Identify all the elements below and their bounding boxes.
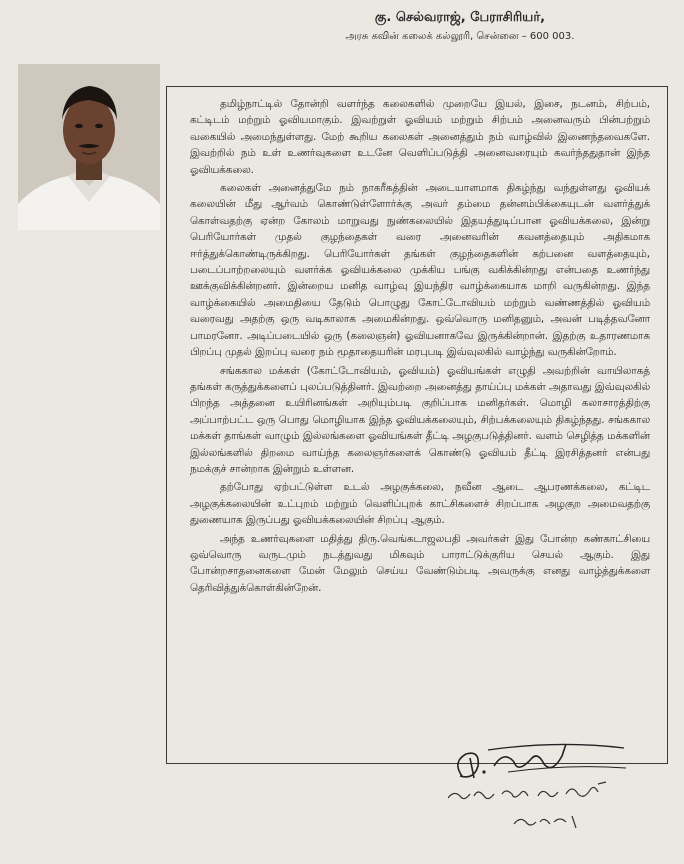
handwritten-signature xyxy=(448,736,638,846)
signature-block xyxy=(448,736,638,846)
paragraph-4: தற்போது ஏற்பட்டுள்ள உடல் அழகுக்கலை, நவீன ஆடை ஆபரணக்கலை, கட்டிட அழகுக்கலையின் உட்புறம் மற்றும் வெளிப்புறக் காட்சிகளைச் சிறப்பாக அழகுற அமைவதற்கு துணையாக இருப்பது ஓவியக்கலையின் சிறப்பு ஆகும். xyxy=(190,481,650,527)
paragraph-3: சங்ககால மக்கள் (கோட்டோவியம், ஓவியம்) ஓவியங்கள் எழுதி அவற்றின் வாயிலாகத் தங்கள் கருத்துக்களைப் புலப்படுத்தினர். இவற்றை அனைத்து தாய்ப்பு மக்கள் அதாவது இவ்வுலகில் பிறந்த அத்தனை உயிரினங்கள் அறியும்படி குறிப்பாக மனிதர்கள். மொழி கலாசாரத்திற்கு அப்பாற்பட்ட ஒரு பொது மொழியாக இந்த ஓவியக்கலையும், சிற்பக்கலையும் திகழ்ந்தது. சங்ககால மக்கள் தாங்கள் வாழும் இல்லங்களை ஓவியங்கள் தீட்டி அழகுபடுத்தினர். வளம் செழித்த மக்களின் இல்லங்களில் திறமை வாய்ந்த கலைஞர்களைக் கொண்டு ஓவியம் தீட்டி இரசித்தனர் என்பது நமக்குச் சான்றாக இன்றும் உள்ளன. xyxy=(190,364,650,475)
portrait-image xyxy=(18,64,160,230)
letterhead xyxy=(250,6,670,43)
college-address: அரசு கவின் கலைக் கல்லூரி, சென்னை – 600 003. xyxy=(345,31,575,42)
paragraph-5: அந்த உணர்வுகளை மதித்து திரு.வெங்கடாஜலபதி அவர்கள் இது போன்ற கண்காட்சியை ஒவ்வொரு வருடமும் நடத்துவது மிகவும் பாராட்டுக்குரிய செயல் ஆகும். இது போன்றசாதனைகளை மேன் மேலும் செய்ய வேண்டும்படி அவருக்கு எனது வாழ்த்துக்களை தெரிவித்துக்கொள்கின்றேன். xyxy=(190,532,650,594)
author-photo xyxy=(18,64,160,230)
article-body xyxy=(190,96,650,598)
paragraph-1: தமிழ்நாட்டில் தோன்றி வளர்ந்த கலைகளில் முறையே இயல், இசை, நடனம், சிற்பம், கட்டிடம் மற்றும் ஓவியமாகும். இவற்றுள் ஓவியம் மற்றும் சிற்பம் அனைவரும் பின்பற்றும் வகையில் அமைந்துள்ளது. மேற் கூறிய கலைகள் அனைத்தும் நம் வாழ்வில் இணைந்தவைகளே. இவற்றில் நம் உள் உணர்வுகளை உடனே வெளிப்படுத்தி அனைவரையும் கவர்ந்ததுதான் இந்த ஓவியக்கலை. xyxy=(190,98,650,176)
paragraph-2: கலைகள் அனைத்துமே நம் நாகரீகத்தின் அடையாளமாக திகழ்ந்து வந்துள்ளது ஓவியக் கலையின் மீது ஆர்வம் கொண்டுள்ளோர்க்கு அவர் தம்மை தன்னம்பிக்கையுடன் வளர்த்துக் கொள்வதற்கு ஏன்ற கோலம் மாறுவது நுண்கலையில் இதயத்துடிப்பான ஓவியக்கலை, இன்று பெரியோர்கள் முதல் குழந்தைகள் வரை அனைவரின் கவனத்தையும் அதிகமாக ஈர்த்துக்கொண்டிருக்கிறது. பெரியோர்கள் தங்கள் குழந்தைகளின் கற்பனை வளத்தையும், படைப்பாற்றலையும் வளர்க்க ஓவியக்கலை முக்கிய பங்கு வகிக்கின்றது என்பதை உணர்ந்து ஊக்குவிக்கின்றனர். இன்றைய மனித வாழ்வு இயந்திர வாழ்க்கையாக மாறி வருகின்றது. இந்த வாழ்க்கையில் அமைதியை தேடும் பொழுது கோட்டோவியம் மற்றும் வண்ணத்தில் ஓவியம் வரைவது அதற்கு ஒரு வடிகாலாக அமைகின்றது. ஒவ்வொரு மனிதனும், அவன் படித்தவனோ பாமரனோ. அடிப்படையில் ஒரு (கலைஞன்) ஓவியனாகவே இருக்கின்றான். இதற்கு உதாரணமாக பிறப்பு முதல் இறப்பு வரை நம் மூதாதையரின் மரபுபடி இவ்வுலகில் வாழ்ந்து வருகின்றோம். xyxy=(190,182,650,359)
author-name-title: கு. செல்வராஜ், பேராசிரியர், xyxy=(374,10,546,25)
